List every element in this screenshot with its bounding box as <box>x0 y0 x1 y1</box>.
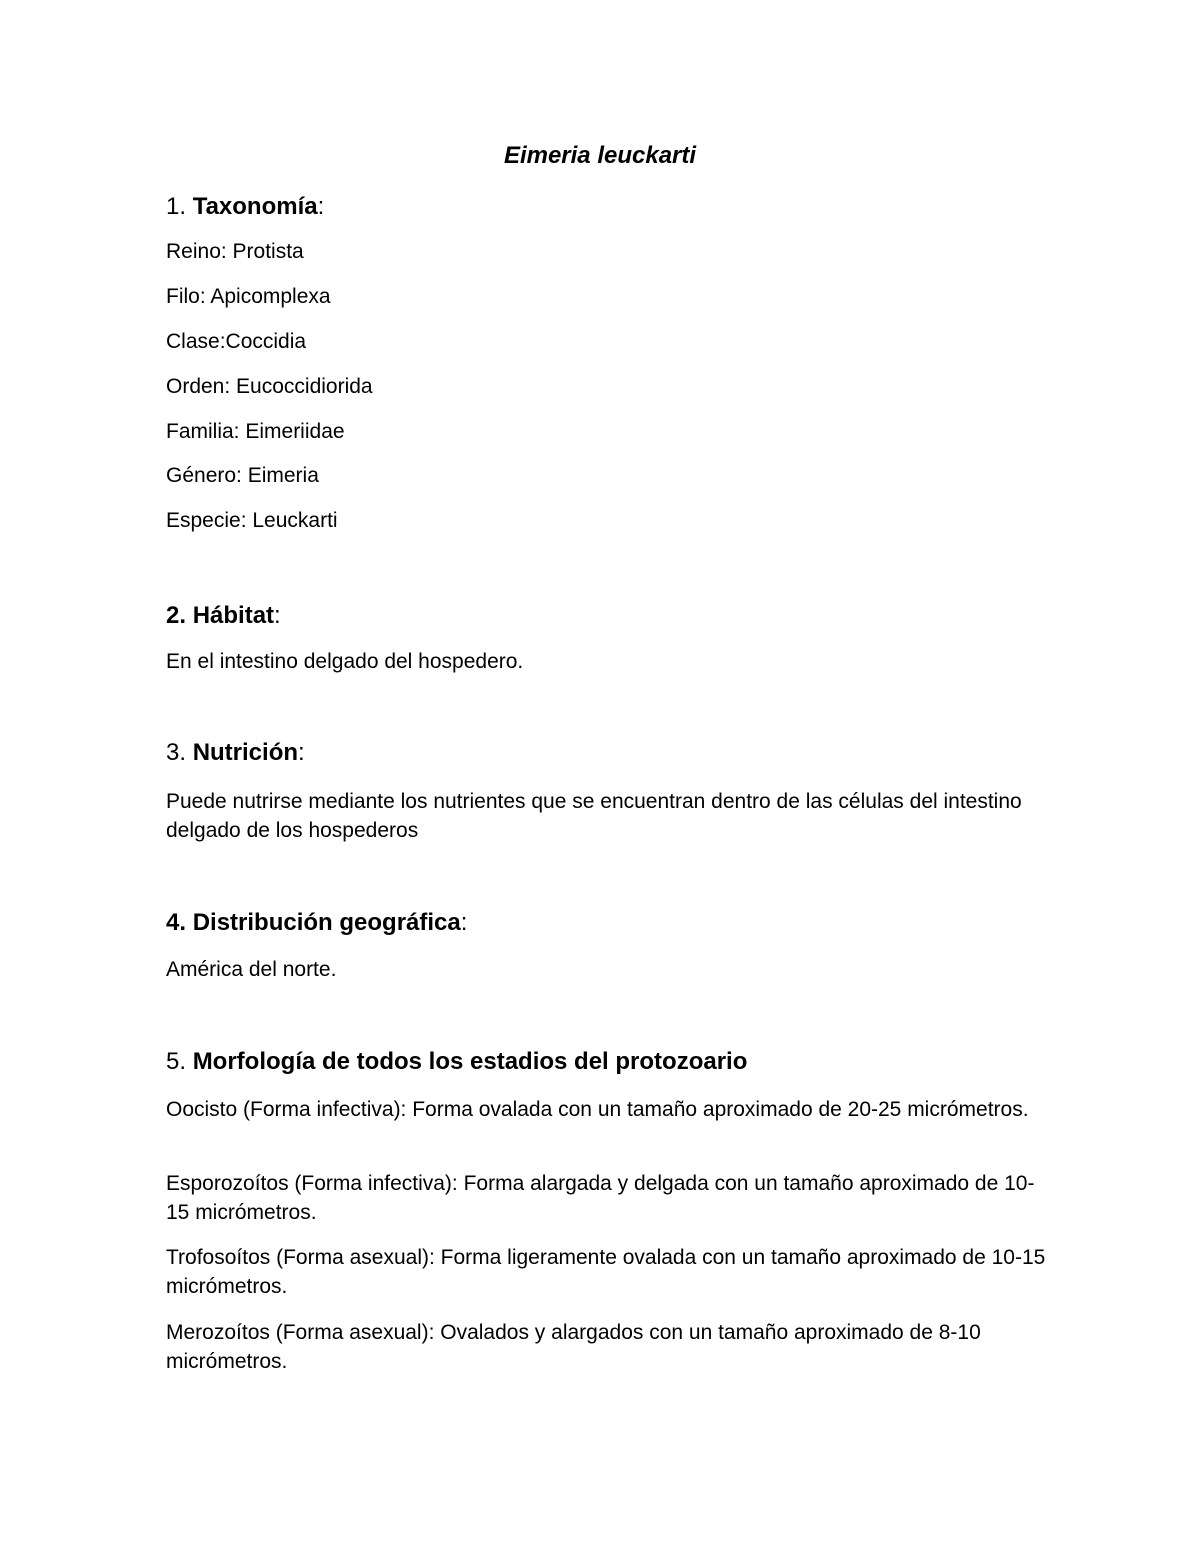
section-heading-habitat <box>166 600 281 632</box>
section-title: Distribución geográfica <box>192 909 461 936</box>
taxonomy-line: Orden: Eucoccidiorida <box>166 375 373 398</box>
taxonomy-line: Filo: Apicomplexa <box>166 285 331 308</box>
section-heading-taxonomia <box>166 191 324 223</box>
taxonomy-line: Género: Eimeria <box>166 464 319 487</box>
morphology-paragraph: Merozoítos (Forma asexual): Ovalados y alargados con un tamaño aproximado de 8-10 micrómetros. <box>166 1321 981 1373</box>
taxonomy-line: Reino: Protista <box>166 240 304 263</box>
taxonomy-line: Clase:Coccidia <box>166 330 307 353</box>
morphology-paragraph: Esporozoítos (Forma infectiva): Forma alargada y delgada con un tamaño aproximado de 10-15 micrómetros. <box>166 1172 1035 1224</box>
section-colon: : <box>460 909 468 936</box>
section-title: Hábitat <box>192 602 275 629</box>
morphology-paragraph: Oocisto (Forma infectiva): Forma ovalada con un tamaño aproximado de 20-25 micrómetros. <box>166 1098 1029 1121</box>
section-text: En el intestino delgado del hospedero. <box>166 650 524 673</box>
section-colon: : <box>274 602 281 629</box>
section-heading-nutricion <box>166 737 305 769</box>
section-colon: : <box>298 739 305 766</box>
section-number: 3. <box>166 739 187 766</box>
taxonomy-line: Familia: Eimeriidae <box>166 420 345 443</box>
section-title: Nutrición <box>192 739 299 766</box>
taxonomy-line: Especie: Leuckarti <box>166 509 338 532</box>
morphology-paragraph: Trofosoítos (Forma asexual): Forma ligeramente ovalada con un tamaño aproximado de 10-15 micrómetros. <box>166 1246 1046 1298</box>
section-number: 4. <box>166 909 187 936</box>
section-text: Puede nutrirse mediante los nutrientes que se encuentran dentro de las células del intestino delgado de los hospederos <box>166 790 1022 842</box>
section-number: 2. <box>166 602 187 629</box>
section-number: 5. <box>166 1048 187 1075</box>
section-title: Morfología de todos los estadios del protozoario <box>192 1048 748 1075</box>
document-title: Eimeria leuckarti <box>503 142 697 169</box>
section-heading-morfologia <box>166 1046 747 1078</box>
section-text: América del norte. <box>166 958 337 981</box>
section-heading-distribucion <box>166 907 467 939</box>
section-title: Taxonomía <box>192 193 318 220</box>
section-colon: : <box>317 193 325 220</box>
section-number: 1. <box>166 193 187 220</box>
